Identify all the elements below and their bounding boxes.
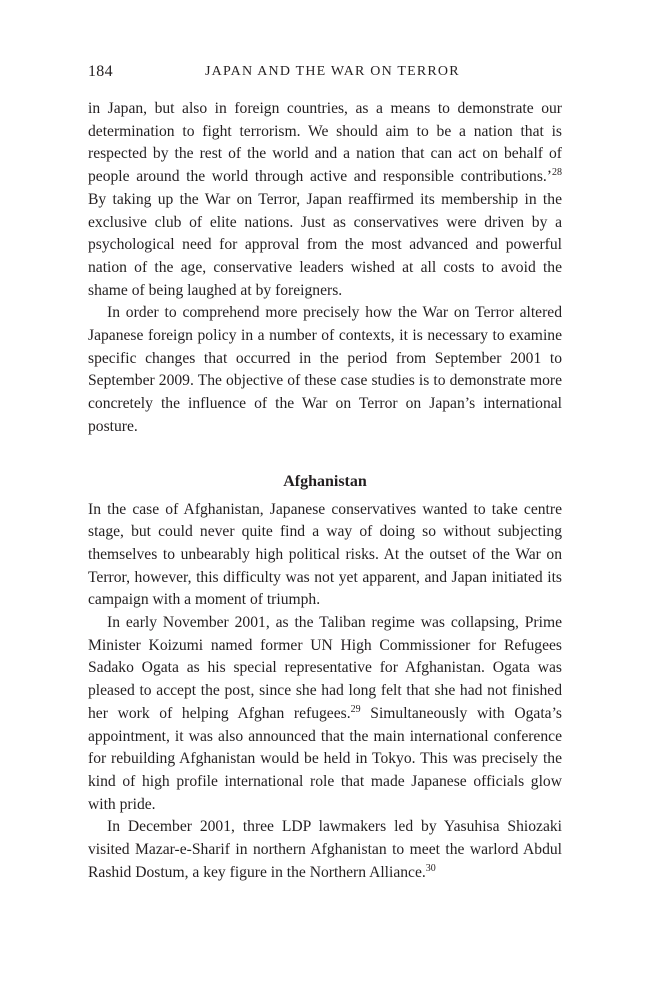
page-header [88, 63, 562, 85]
paragraph-text: in Japan, but also in foreign countries, as a means to demonstrate our determination to fight terrorism. We should aim to be a nation that is respected by the rest of the world and a nation that can act on behalf of people around the world through active and responsible contributions.’ [88, 100, 562, 186]
paragraph-continued [88, 98, 562, 302]
body-text [88, 98, 562, 885]
footnote-marker: 30 [425, 862, 436, 874]
paragraph [88, 816, 562, 884]
paragraph: In order to comprehend more precisely how the War on Terror altered Japanese foreign policy in a number of contexts, it is necessary to examine specific changes that occurred in the period from September 2001 to September 2009. The objective of these case studies is to demonstrate more concretely the influence of the War on Terror on Japan’s international posture. [88, 304, 562, 435]
paragraph-text: In December 2001, three LDP lawmakers led by Yasuhisa Shiozaki visited Mazar-e-Sharif in northern Afghanistan to meet the warlord Abdul Rashid Dostum, a key figure in the Northern Alliance. [88, 818, 562, 881]
footnote-marker: 29 [350, 703, 361, 715]
paragraph [88, 612, 562, 816]
section-heading: Afghanistan [283, 472, 367, 490]
paragraph-text: In early November 2001, as the Taliban regime was collapsing, Prime Minister Koizumi named former UN High Commissioner for Refugees Sadako Ogata as his special representative for Afghanistan. Ogata was pleased to accept the post, since she had long felt that she had not finished her work of helping Afghan refugees. [88, 614, 562, 722]
running-head: JAPAN AND THE WAR ON TERROR [205, 64, 460, 79]
paragraph: In the case of Afghanistan, Japanese conservatives wanted to take centre stage, but could never quite find a way of doing so without subjecting themselves to unbearably high political risks. At the outset of the War on Terror, however, this difficulty was not yet apparent, and Japan initiated its campaign with a moment of triumph. [88, 500, 562, 609]
paragraph-text: By taking up the War on Terror, Japan reaffirmed its membership in the exclusive club of elite nations. Just as conservatives were driven by a psychological need for approval from the most advanced and powerful nation of the age, conservative leaders wished at all costs to avoid the shame of being laughed at by foreigners. [88, 190, 562, 299]
footnote-marker: 28 [552, 167, 562, 179]
paragraph-text: Simultaneously with Ogata’s appointment, it was also announced that the main international conference for rebuilding Afghanistan would be held in Tokyo. This was precisely the kind of high profile international role that made Japanese officials glow with pride. [88, 704, 562, 813]
page-number: 184 [88, 63, 113, 80]
